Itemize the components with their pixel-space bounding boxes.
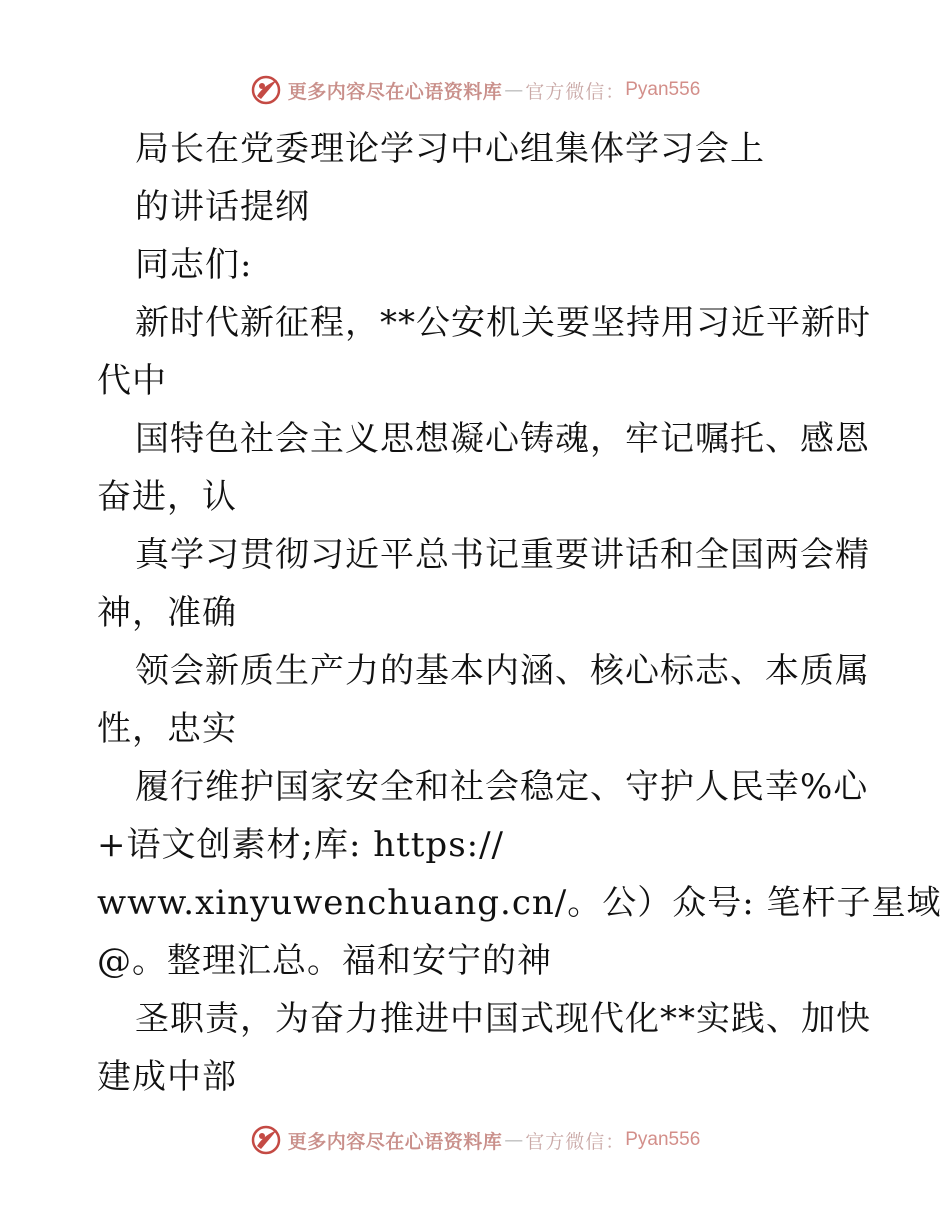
document-title-line-1: 局长在党委理论学习中心组集体学习会上 [135, 129, 765, 169]
watermark-banner-bottom [0, 1122, 950, 1158]
watermark-banner-top [0, 72, 950, 108]
body-line: 新时代新征程，**公安机关要坚持用习近平新时 [135, 303, 871, 343]
document-body [97, 120, 942, 1106]
watermark-text: 更多内容尽在心语资料库 [287, 80, 503, 103]
watermark-wechat-id: Pyan556 [625, 1129, 701, 1150]
watermark-dash: — [504, 79, 524, 101]
body-line: @。整理汇总。福和安宁的神 [97, 941, 552, 981]
body-line: 奋进，认 [97, 477, 237, 517]
body-line: +语文创素材;库: https:// [97, 825, 505, 865]
body-line: 神，准确 [97, 593, 237, 633]
body-line: 建成中部 [97, 1057, 237, 1097]
body-line: 真学习贯彻习近平总书记重要讲话和全国两会精 [135, 535, 870, 575]
body-line: 履行维护国家安全和社会稳定、守护人民幸%心 [135, 767, 869, 807]
watermark-logo-icon [250, 74, 282, 106]
document-title-line-2: 的讲话提纲 [135, 187, 310, 227]
body-line: www.xinyuwenchuang.cn/。公）众号: 笔杆子星域 [97, 883, 942, 923]
body-line: 领会新质生产力的基本内涵、核心标志、本质属 [135, 651, 870, 691]
watermark-logo-icon [250, 1124, 282, 1156]
watermark-text: 更多内容尽在心语资料库 [287, 1130, 503, 1153]
body-line: 圣职责，为奋力推进中国式现代化**实践、加快 [135, 999, 871, 1039]
watermark-wechat-id: Pyan556 [625, 79, 701, 100]
body-line: 国特色社会主义思想凝心铸魂，牢记嘱托、感恩 [135, 419, 870, 459]
salutation: 同志们: [135, 245, 253, 285]
watermark-wechat-label: 官方微信： [525, 1130, 626, 1153]
watermark-dash: — [504, 1129, 524, 1151]
watermark-wechat-label: 官方微信： [525, 80, 626, 103]
body-line: 性，忠实 [97, 709, 237, 749]
body-line: 代中 [97, 361, 167, 401]
